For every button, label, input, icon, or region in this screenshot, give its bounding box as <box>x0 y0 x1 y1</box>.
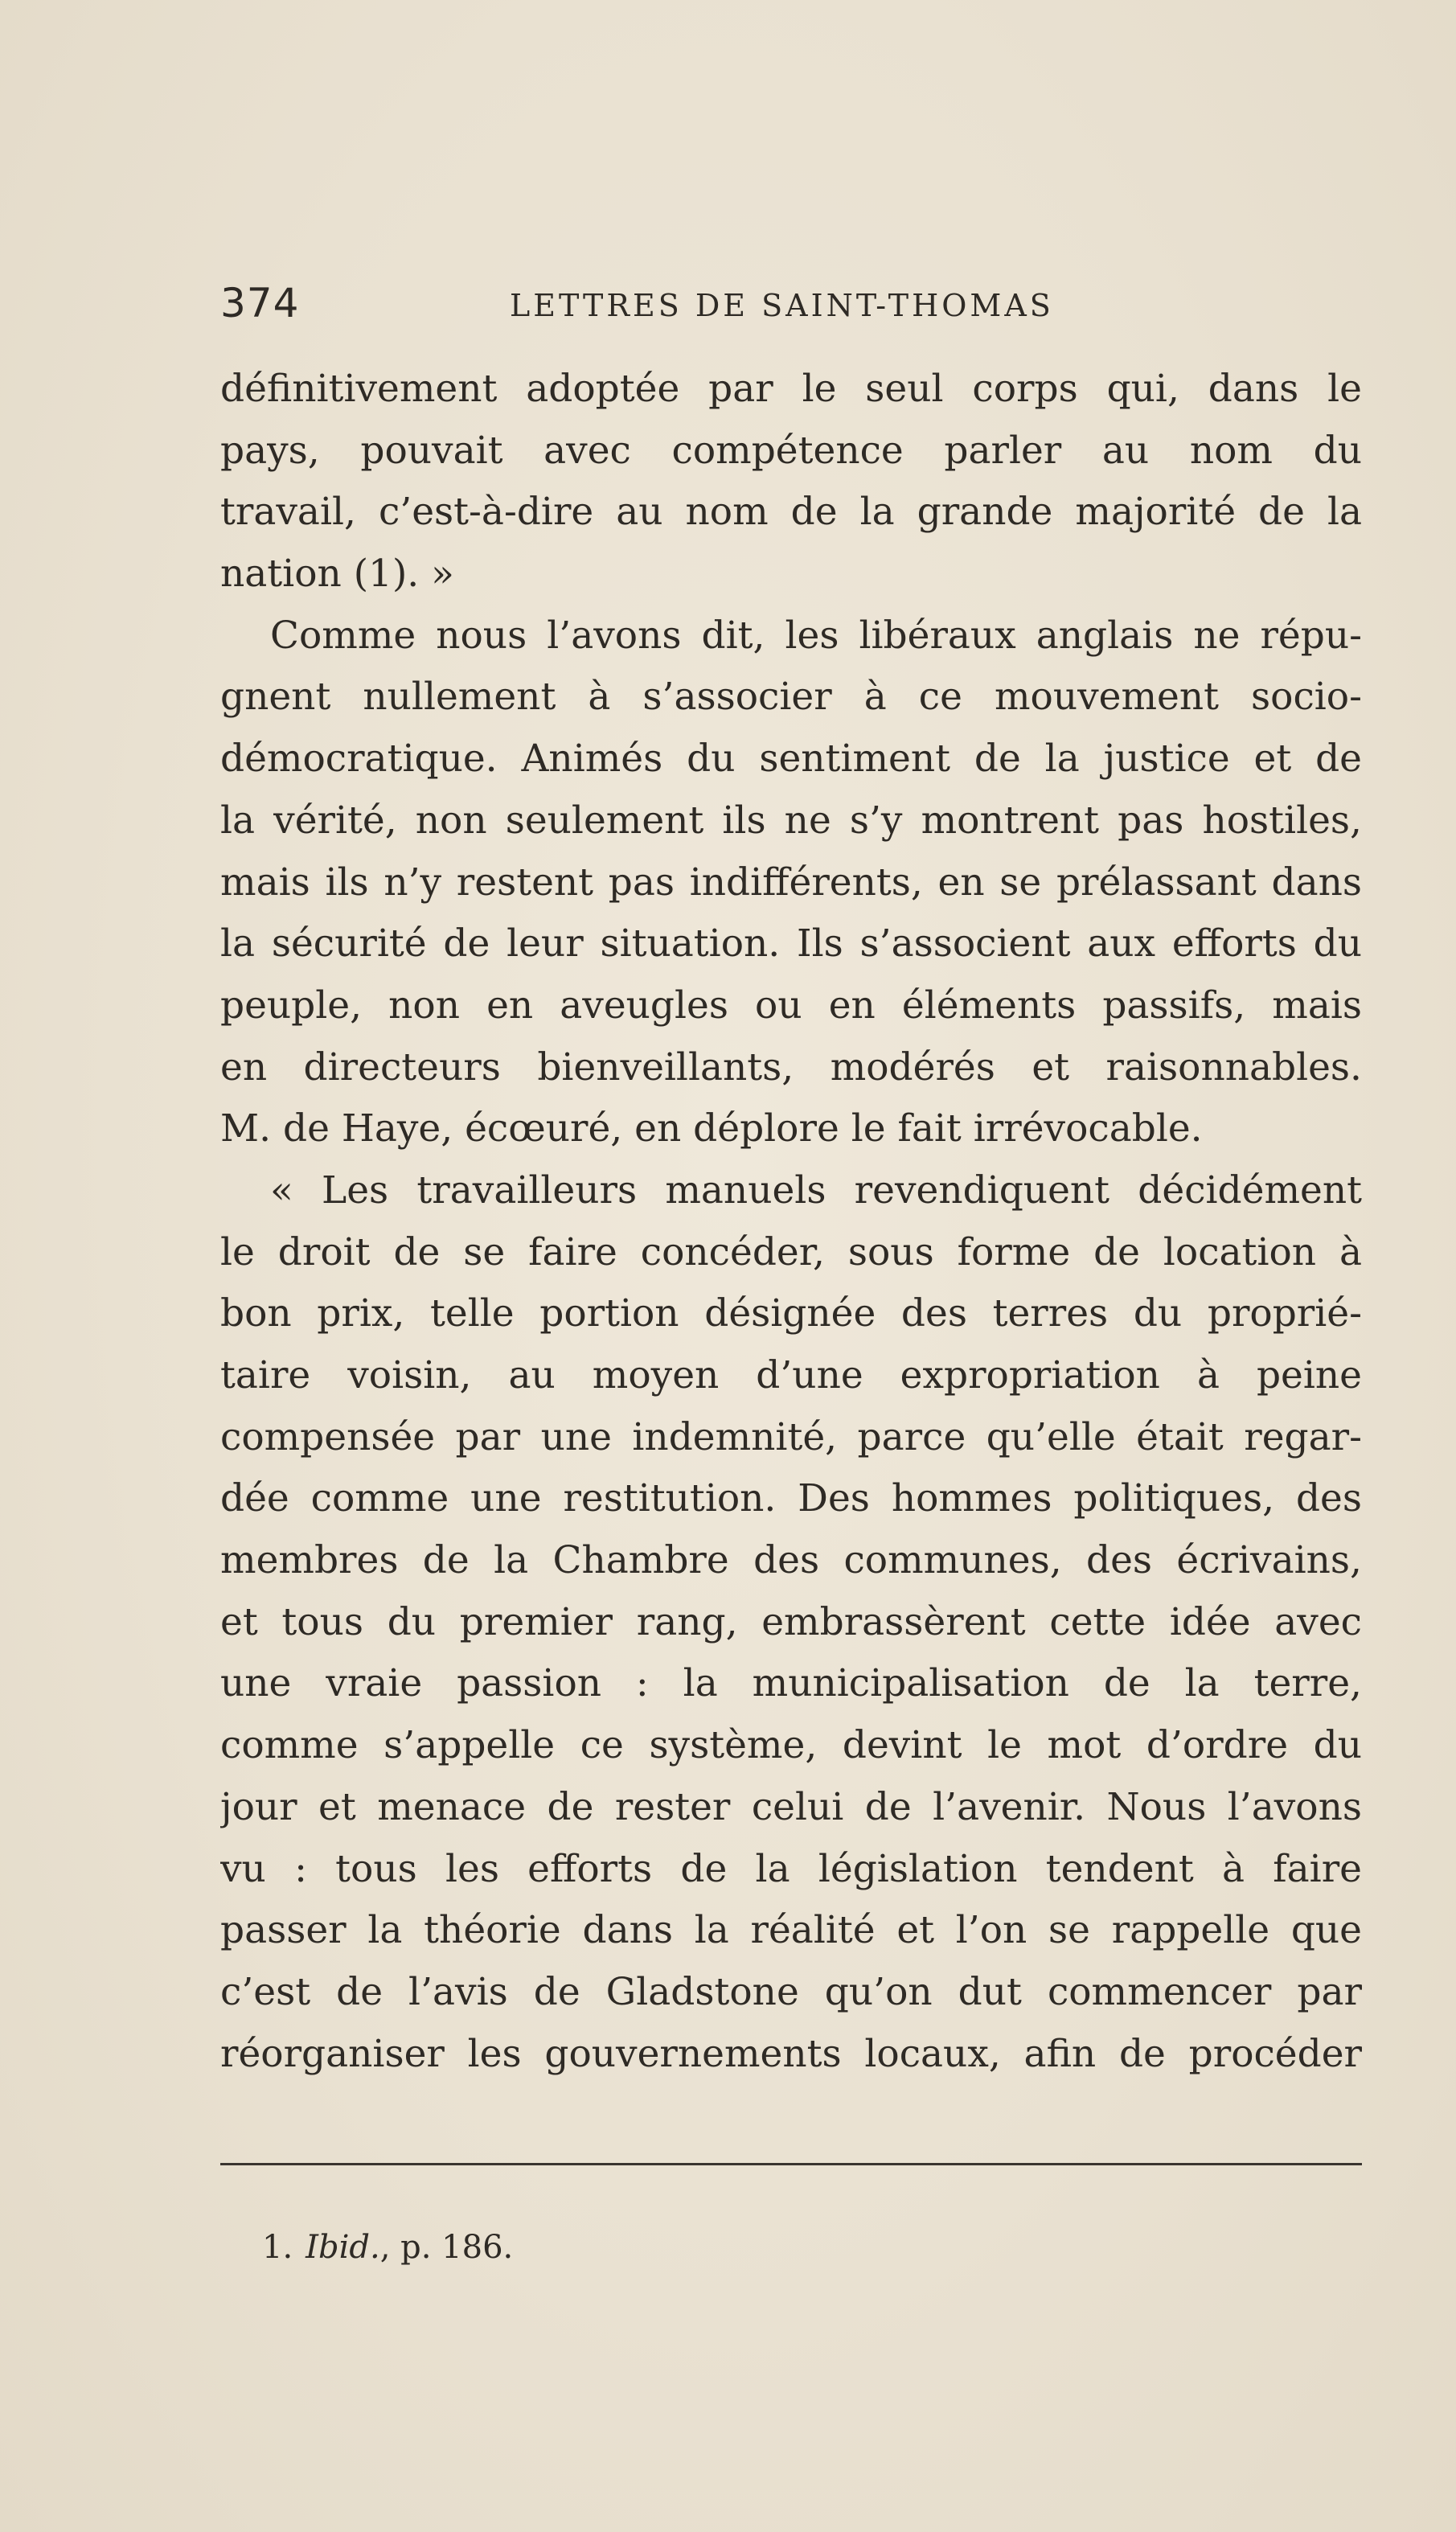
text-line: jour et menace de rester celui de l’avenir. Nous l’avons <box>220 1784 1362 1829</box>
page-header <box>220 280 1362 328</box>
text-line: vu : tous les efforts de la législation tendent à faire <box>220 1846 1362 1891</box>
text-line: réorganiser les gouvernements locaux, afin de procéder <box>220 2031 1362 2076</box>
text-line: et tous du premier rang, embrassèrent cette idée avec <box>220 1599 1362 1644</box>
footnote-reference: Ibid. <box>306 2229 380 2266</box>
text-line: démocratique. Animés du sentiment de la justice et de <box>220 737 1362 782</box>
text-line: « Les travailleurs manuels revendiquent décidément <box>270 1168 1362 1213</box>
text-line: en directeurs bienveillants, modérés et raisonnables. <box>220 1044 1362 1090</box>
footnote-number: 1. <box>262 2229 293 2266</box>
running-title: LETTRES DE SAINT-THOMAS <box>510 288 1054 323</box>
footnote-page: , p. 186. <box>379 2229 514 2266</box>
text-line: c’est de l’avis de Gladstone qu’on dut commencer par <box>220 1969 1362 2014</box>
footnote <box>262 2227 513 2267</box>
body-text <box>220 359 1362 2085</box>
text-line: dée comme une restitution. Des hommes politiques, des <box>220 1476 1362 1521</box>
text-line: la vérité, non seulement ils ne s’y montrent pas hostiles, <box>220 798 1362 843</box>
text-line: une vraie passion : la municipalisation de la terre, <box>220 1661 1362 1706</box>
text-line: pays, pouvait avec compétence parler au nom du <box>220 428 1362 473</box>
text-line: taire voisin, au moyen d’une expropriation à peine <box>220 1353 1362 1397</box>
text-line: bon prix, telle portion désignée des terres du proprié- <box>220 1291 1362 1336</box>
text-line: nation (1). » <box>220 552 454 597</box>
text-line: passer la théorie dans la réalité et l’on se rappelle que <box>220 1908 1362 1953</box>
text-line: Comme nous l’avons dit, les libéraux anglais ne répu- <box>270 613 1362 658</box>
text-line: mais ils n’y restent pas indifférents, en se prélassant dans <box>220 860 1362 905</box>
page-number: 374 <box>220 280 300 326</box>
text-line: définitivement adoptée par le seul corps qui, dans le <box>220 367 1362 411</box>
text-line: la sécurité de leur situation. Ils s’associent aux efforts du <box>220 921 1362 966</box>
text-line: peuple, non en aveugles ou en éléments passifs, mais <box>220 983 1362 1028</box>
text-line: compensée par une indemnité, parce qu’elle était regar- <box>220 1414 1362 1459</box>
text-line: M. de Haye, écœuré, en déplore le fait irrévocable. <box>220 1106 1203 1151</box>
text-line: le droit de se faire concéder, sous forme de location à <box>220 1229 1362 1274</box>
text-line: gnent nullement à s’associer à ce mouvement socio- <box>220 675 1362 720</box>
text-line: membres de la Chambre des communes, des écrivains, <box>220 1538 1362 1583</box>
text-line: travail, c’est-à-dire au nom de la grande majorité de la <box>220 490 1362 535</box>
text-line: comme s’appelle ce système, devint le mot d’ordre du <box>220 1723 1362 1768</box>
footnote-divider <box>220 2163 1362 2165</box>
